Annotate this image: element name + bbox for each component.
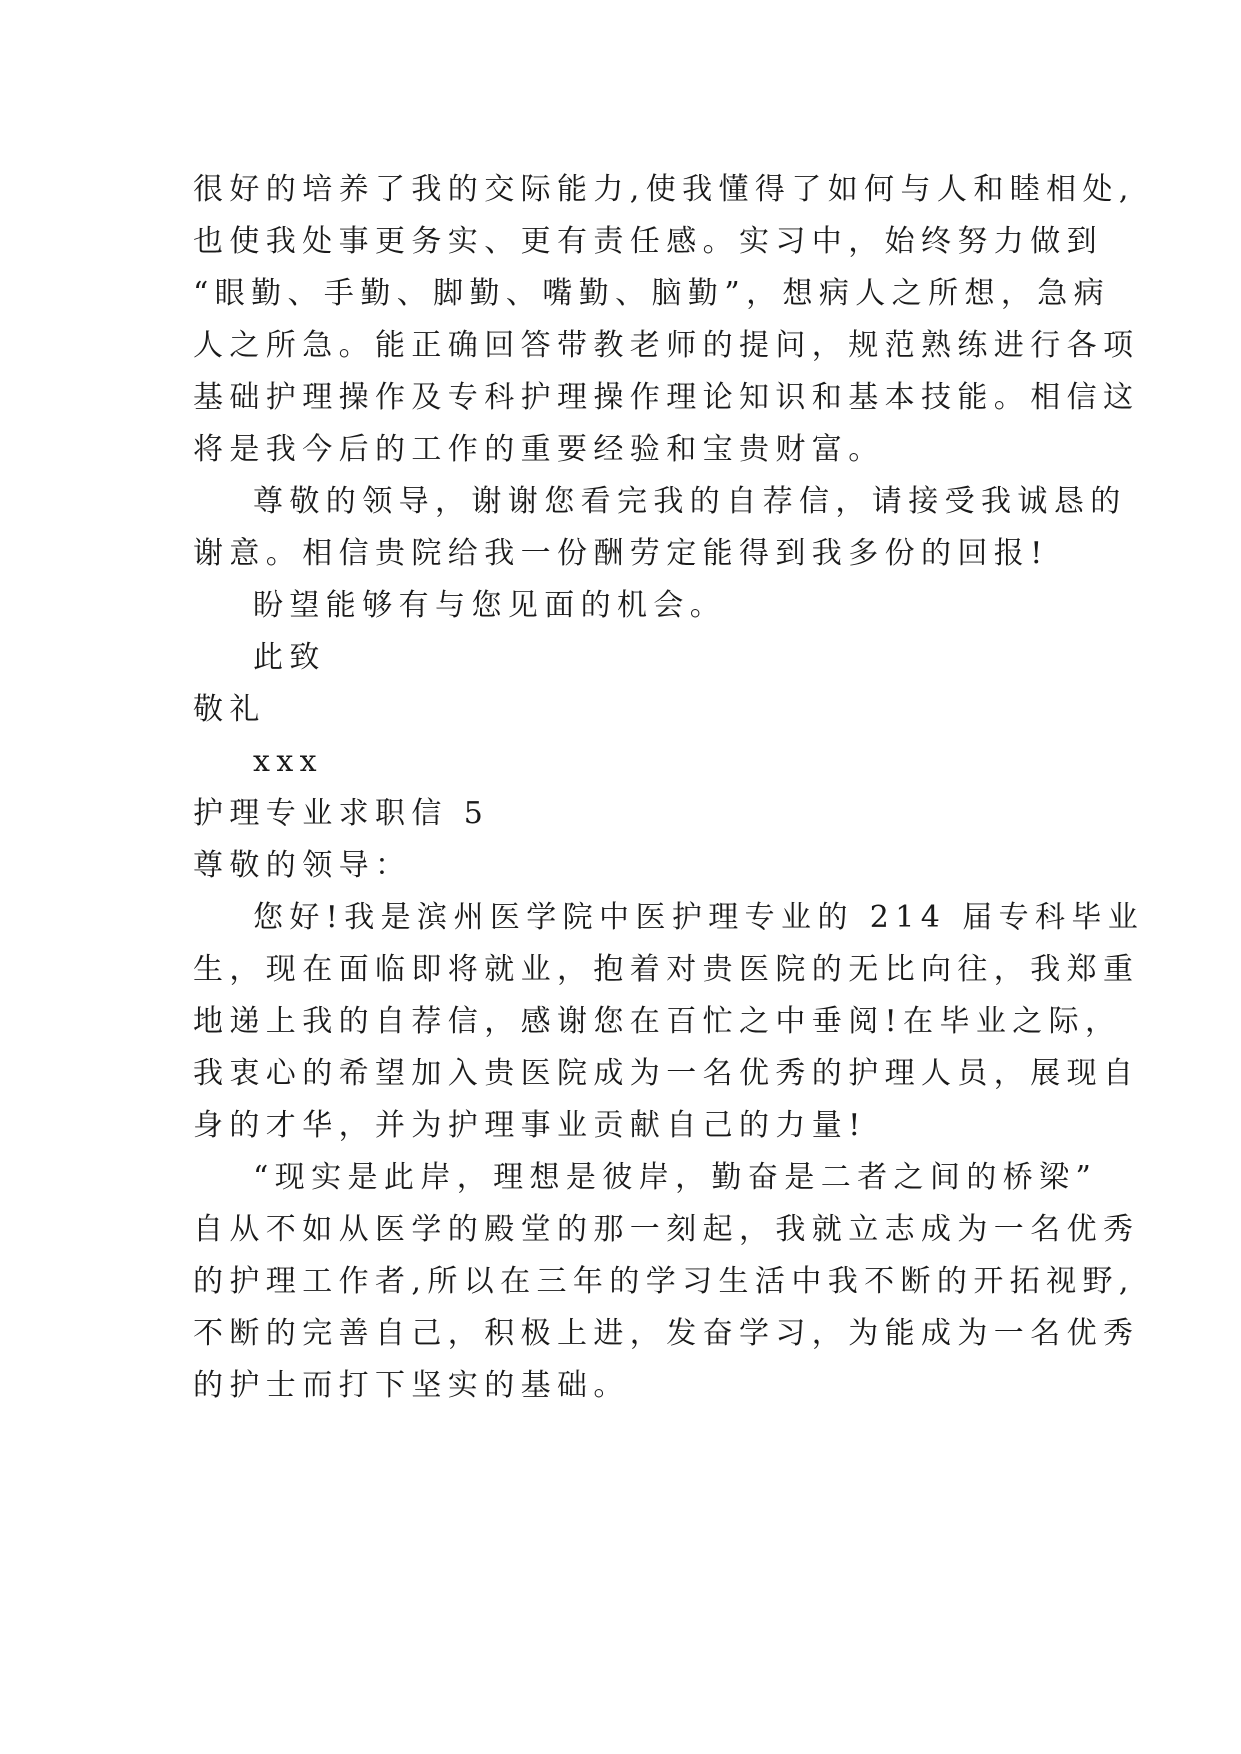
body-text-line: 很好的培养了我的交际能力,使我懂得了如何与人和睦相处,	[193, 172, 1135, 207]
body-text-line: 人之所急。能正确回答带教老师的提问，规范熟练进行各项	[193, 328, 1140, 363]
body-text-line: 地递上我的自荐信，感谢您在百忙之中垂阅!在毕业之际，	[193, 1004, 1122, 1039]
body-text-line: 谢意。相信贵院给我一份酬劳定能得到我多份的回报!	[193, 536, 1049, 571]
greeting: 尊敬的领导：	[193, 848, 412, 883]
body-text-line: 不断的完善自己，积极上进，发奋学习，为能成为一名优秀	[193, 1316, 1140, 1351]
body-text-line: 身的才华，并为护理事业贡献自己的力量!	[193, 1108, 867, 1143]
closing-salutation: 此致	[253, 640, 326, 675]
paragraph-first-line: 您好!我是滨州医学院中医护理专业的 214 届专科毕业	[253, 900, 1145, 935]
body-text-line: “眼勤、手勤、脚勤、嘴勤、脑勤”，想病人之所想，急病	[193, 276, 1111, 311]
paragraph-first-line: “现实是此岸，理想是彼岸，勤奋是二者之间的桥梁”	[253, 1160, 1098, 1195]
signature-name: xxx	[253, 744, 323, 779]
body-text-line: 的护士而打下坚实的基础。	[193, 1368, 630, 1403]
paragraph-first-line: 盼望能够有与您见面的机会。	[253, 588, 727, 623]
body-text-line: 也使我处事更务实、更有责任感。实习中，始终努力做到	[193, 224, 1103, 259]
body-text-line: 的护理工作者,所以在三年的学习生活中我不断的开拓视野,	[193, 1264, 1135, 1299]
closing-regards: 敬礼	[193, 692, 266, 727]
body-text-line: 我衷心的希望加入贵医院成为一名优秀的护理人员，展现自	[193, 1056, 1140, 1091]
body-text-line: 基础护理操作及专科护理操作理论知识和基本技能。相信这	[193, 380, 1140, 415]
body-text-line: 生，现在面临即将就业，抱着对贵医院的无比向往，我郑重	[193, 952, 1140, 987]
paragraph-first-line: 尊敬的领导，谢谢您看完我的自荐信，请接受我诚恳的	[253, 484, 1127, 519]
body-text-line: 自从不如从医学的殿堂的那一刻起，我就立志成为一名优秀	[193, 1212, 1140, 1247]
section-heading: 护理专业求职信 5	[193, 796, 490, 831]
body-text-line: 将是我今后的工作的重要经验和宝贵财富。	[193, 432, 885, 467]
